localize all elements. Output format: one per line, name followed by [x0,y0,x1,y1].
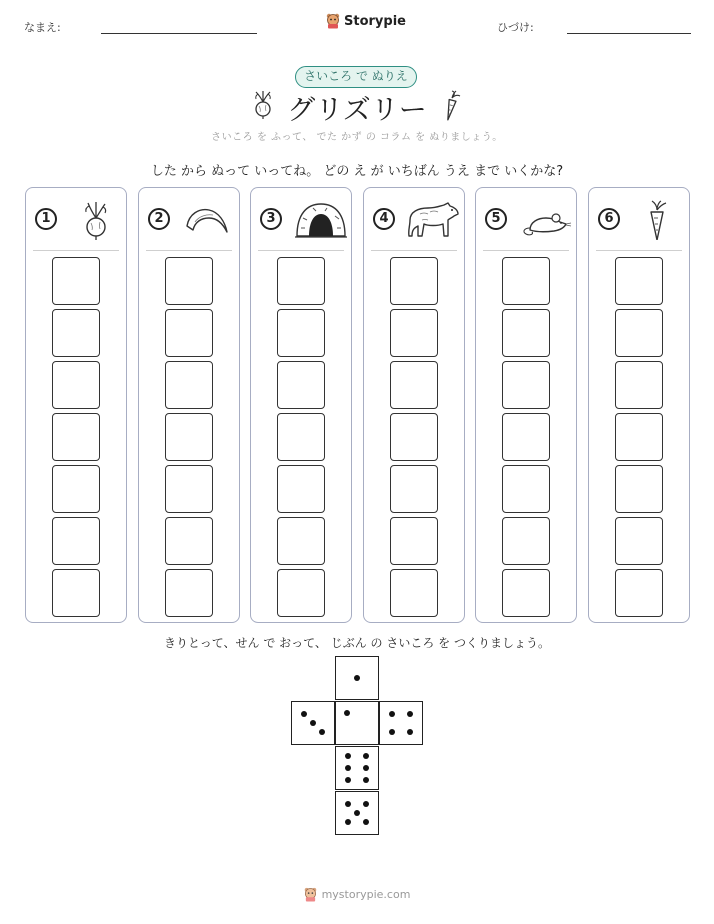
dice-net [290,656,424,836]
coloring-box[interactable] [165,465,213,513]
coloring-box[interactable] [52,257,100,305]
coloring-box[interactable] [615,257,663,305]
column-header [364,188,464,250]
column-6 [588,187,690,623]
dice-face-6 [335,746,379,790]
column-divider [146,250,232,251]
date-line [567,33,691,34]
mouse-icon [520,200,572,240]
column-number: 5 [485,208,507,230]
coloring-box[interactable] [52,517,100,565]
coloring-box[interactable] [502,361,550,409]
column-number: 6 [598,208,620,230]
column-number: 4 [373,208,395,230]
dice-pip [407,711,413,717]
column-header [26,188,126,250]
column-number: 2 [148,208,170,230]
coloring-box[interactable] [502,517,550,565]
coloring-box[interactable] [615,465,663,513]
coloring-box[interactable] [277,361,325,409]
coloring-box[interactable] [277,517,325,565]
coloring-box[interactable] [390,517,438,565]
column-number: 1 [35,208,57,230]
coloring-box[interactable] [277,257,325,305]
footer [0,887,714,902]
storypie-mascot-icon [304,887,317,902]
column-header [251,188,351,250]
coloring-box[interactable] [52,309,100,357]
coloring-box[interactable] [277,569,325,617]
coloring-box[interactable] [502,465,550,513]
coloring-box[interactable] [390,309,438,357]
coloring-box[interactable] [502,309,550,357]
coloring-box[interactable] [277,309,325,357]
coloring-box[interactable] [615,517,663,565]
dice-pip [319,729,325,735]
dice-pip [354,810,360,816]
coloring-box[interactable] [502,257,550,305]
carrot-icon [633,200,685,240]
carrot-icon [438,90,462,122]
dice-pip [345,819,351,825]
column-divider [483,250,569,251]
subtitle: さいころ を ふって、 でた かず の コラム を ぬりましょう。 [211,132,503,143]
coloring-box[interactable] [165,257,213,305]
dice-face-2 [291,701,335,745]
dice-pip [389,711,395,717]
footer-url[interactable]: mystorypie.com [321,888,411,901]
column-2 [138,187,240,623]
dice-face-5 [335,791,379,835]
coloring-box[interactable] [165,569,213,617]
coloring-box[interactable] [277,465,325,513]
turnip-icon [70,200,122,240]
column-1 [25,187,127,623]
column-number: 3 [260,208,282,230]
coloring-box[interactable] [52,361,100,409]
coloring-box[interactable] [165,309,213,357]
grizzly-bear-icon [408,200,460,240]
name-line [101,33,257,34]
dice-face-4 [379,701,423,745]
dice-pip [363,819,369,825]
coloring-box[interactable] [390,361,438,409]
dice-pip [363,753,369,759]
column-header [476,188,576,250]
coloring-box[interactable] [615,309,663,357]
dice-pip [389,729,395,735]
dice-pip [407,729,413,735]
page-title: グリズリー [287,93,427,126]
cave-icon [295,200,347,240]
dice-pip [310,720,316,726]
coloring-box[interactable] [502,413,550,461]
dice-pip [344,710,350,716]
dice-pip [301,711,307,717]
coloring-box[interactable] [390,465,438,513]
dice-pip [345,801,351,807]
column-4 [363,187,465,623]
column-header [589,188,689,250]
dice-pip [345,765,351,771]
dice-pip [345,753,351,759]
brand-logo [326,13,406,29]
dice-pip [345,777,351,783]
coloring-box[interactable] [52,569,100,617]
cutout-instruction: きりとって、せん で おって、 じぶん の さいころ を つくりましょう。 [164,636,550,650]
coloring-box[interactable] [165,517,213,565]
coloring-box[interactable] [615,413,663,461]
column-5 [475,187,577,623]
brand-name: Storypie [344,13,406,29]
coloring-box[interactable] [52,413,100,461]
claw-icon [183,200,235,240]
date-label: ひづけ: [497,21,534,34]
column-header [139,188,239,250]
coloring-box[interactable] [615,361,663,409]
column-divider [33,250,119,251]
dice-pip [354,675,360,681]
column-divider [371,250,457,251]
coloring-box[interactable] [390,413,438,461]
name-label: なまえ: [24,21,61,34]
dice-pip [363,777,369,783]
coloring-box[interactable] [165,413,213,461]
coloring-box[interactable] [390,569,438,617]
title-badge: さいころ で ぬりえ [295,66,417,88]
coloring-box[interactable] [277,413,325,461]
coloring-box[interactable] [52,465,100,513]
storypie-mascot-icon [326,13,340,29]
dice-face-1 [335,656,379,700]
column-3 [250,187,352,623]
instruction-text: した から ぬって いってね。 どの え が いちばん うえ まで いくかな? [150,164,564,179]
coloring-box[interactable] [502,569,550,617]
coloring-box[interactable] [165,361,213,409]
column-divider [596,250,682,251]
dice-pip [363,765,369,771]
dice-face-center [335,701,379,745]
coloring-box[interactable] [615,569,663,617]
dice-pip [363,801,369,807]
coloring-box[interactable] [390,257,438,305]
column-divider [258,250,344,251]
